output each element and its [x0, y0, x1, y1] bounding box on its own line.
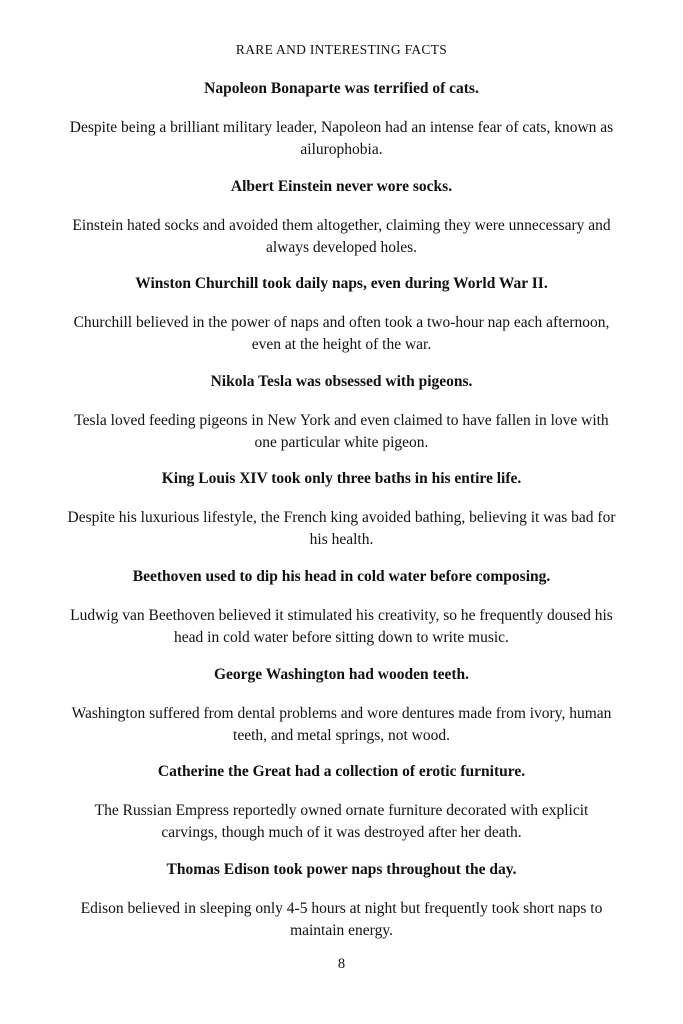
fact-title: Nikola Tesla was obsessed with pigeons.: [210, 372, 473, 390]
fact-title: King Louis XIV took only three baths in his entire life.: [161, 470, 522, 488]
fact-body: Despite being a brilliant military leader, Napoleon had an intense fear of cats, known as ailurophobia.: [69, 119, 614, 158]
fact-item: [60, 759, 623, 857]
fact-title: George Washington had wooden teeth.: [213, 665, 470, 683]
page-number: 8: [337, 956, 346, 972]
fact-title: Napoleon Bonaparte was terrified of cats.: [204, 80, 479, 97]
fact-body: Edison believed in sleeping only 4-5 hours at night but frequently took short naps to maintain energy.: [80, 899, 603, 939]
fact-item: [60, 564, 623, 662]
facts-list: [60, 76, 623, 954]
fact-title: Albert Einstein never wore socks.: [230, 177, 453, 195]
fact-title: Thomas Edison took power naps throughout the day.: [166, 860, 517, 878]
fact-item: [60, 369, 623, 467]
fact-body: Despite his luxurious lifestyle, the French king avoided bathing, believing it was bad for his health.: [67, 509, 616, 549]
running-header: RARE AND INTERESTING FACTS: [235, 42, 448, 57]
fact-item: [60, 662, 623, 760]
fact-item: [60, 174, 623, 272]
fact-body: Tesla loved feeding pigeons in New York and even claimed to have fallen in love with one particular white pigeon.: [74, 411, 609, 451]
fact-item: [60, 857, 623, 955]
fact-body: The Russian Empress reportedly owned ornate furniture decorated with explicit carvings, though much of it was destroyed after her death.: [94, 802, 589, 842]
fact-item: [60, 271, 623, 369]
fact-body: Ludwig van Beethoven believed it stimulated his creativity, so he frequently doused his head in cold water before sitting down to write music.: [70, 606, 613, 646]
fact-body: Washington suffered from dental problems and wore dentures made from ivory, human teeth, and metal springs, not wood.: [71, 704, 612, 744]
fact-title: Catherine the Great had a collection of erotic furniture.: [157, 763, 526, 781]
fact-title: Winston Churchill took daily naps, even during World War II.: [135, 275, 548, 293]
fact-item: [60, 76, 623, 174]
fact-title: Beethoven used to dip his head in cold water before composing.: [132, 567, 551, 585]
fact-body: Churchill believed in the power of naps and often took a two-hour nap each afternoon, even at the height of the war.: [73, 314, 610, 354]
fact-body: Einstein hated socks and avoided them altogether, claiming they were unnecessary and always developed holes.: [72, 216, 611, 256]
fact-item: [60, 466, 623, 564]
